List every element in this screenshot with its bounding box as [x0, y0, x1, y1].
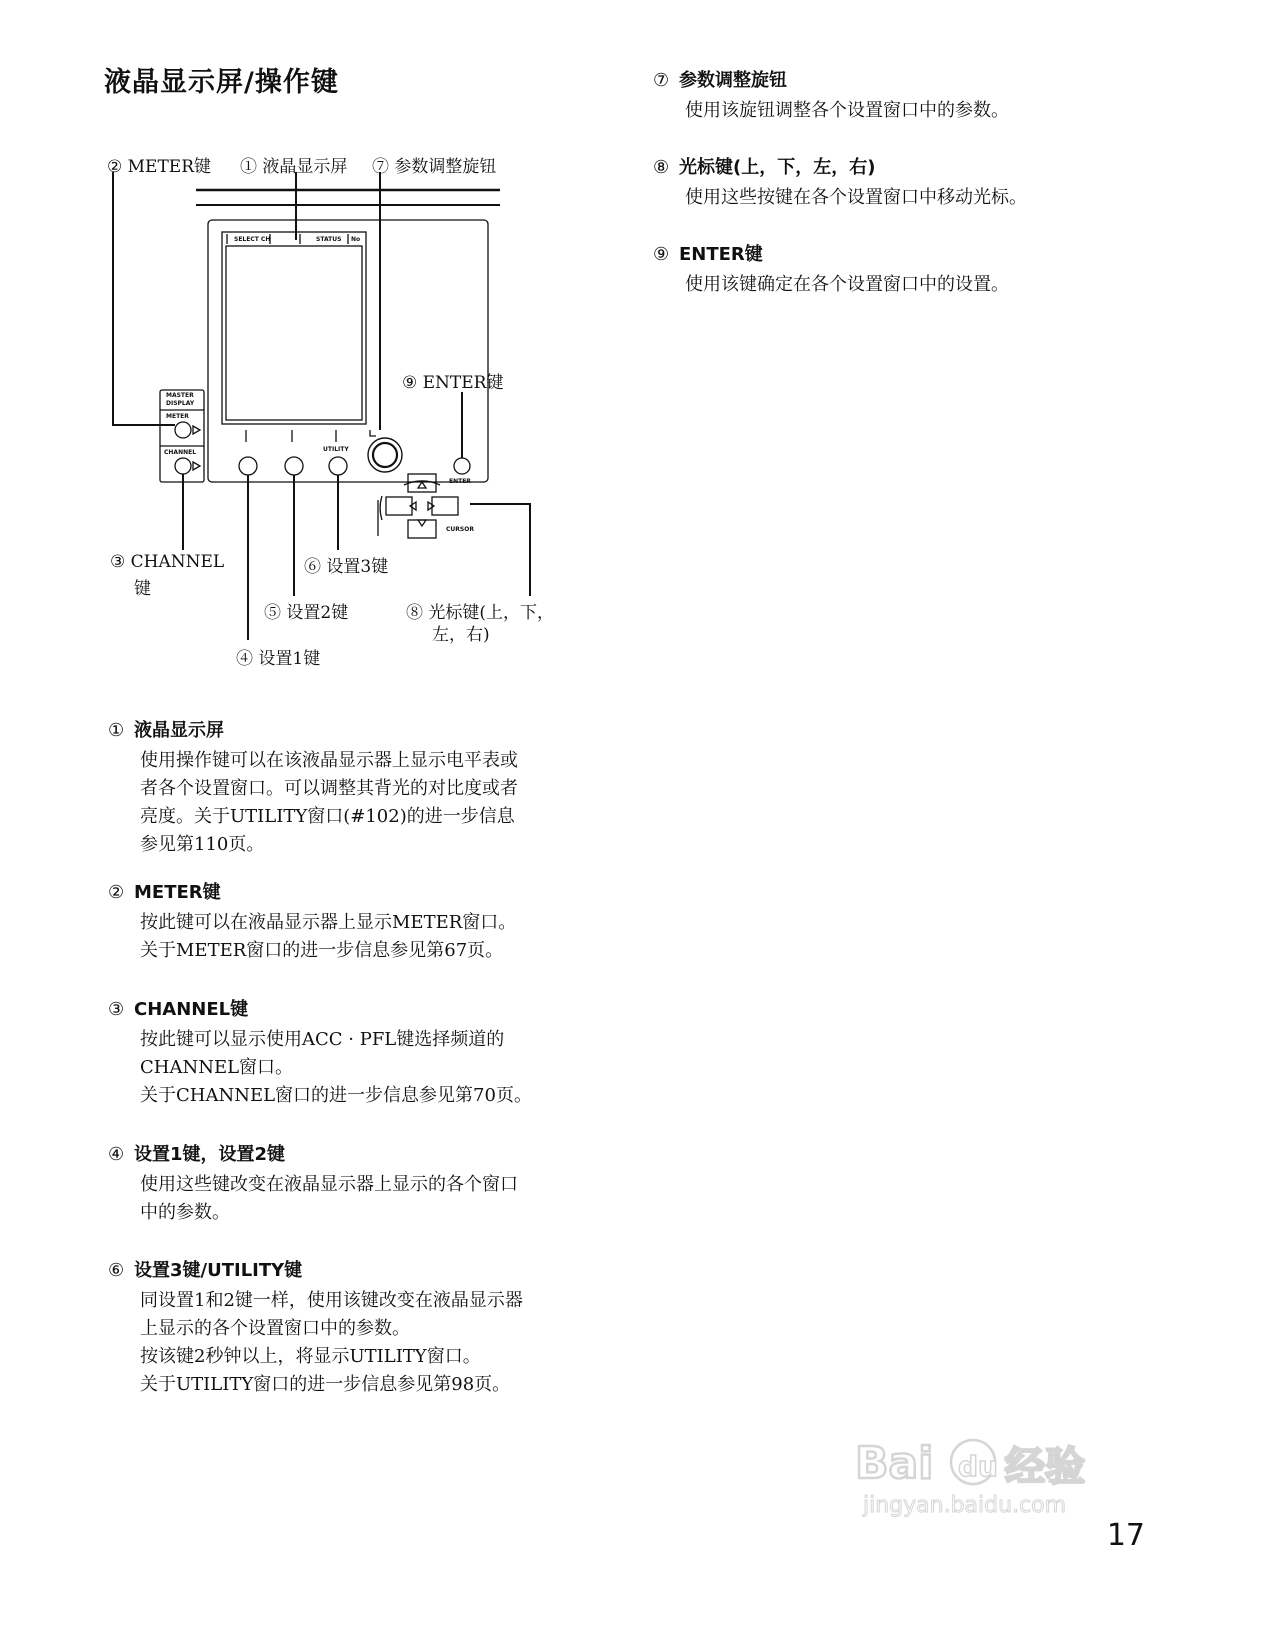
section-knob: [653, 66, 1153, 125]
callout-enter-key: ⑨ ENTER键: [402, 373, 504, 393]
label-channel: CHANNEL: [164, 449, 197, 456]
section-line: 关于METER窗口的进一步信息参见第67页。: [140, 940, 504, 961]
label-meter: METER: [166, 413, 189, 420]
label-status: STATUS: [316, 236, 342, 243]
section-number: ⑧: [653, 157, 670, 178]
section-line: 同设置1和2键一样，使用该键改变在液晶显示器: [140, 1290, 523, 1311]
label-enter: ENTER: [449, 478, 471, 485]
callout-cursor-keys-2: 左，右): [432, 625, 490, 645]
section-line: 关于UTILITY窗口的进一步信息参见第98页。: [140, 1374, 511, 1395]
section-title: METER键: [134, 882, 221, 903]
baidu-watermark: [855, 1420, 1135, 1520]
section-lcd: [108, 716, 608, 859]
callout-meter-key: ② METER键: [107, 157, 212, 177]
callout-channel-key-2: 键: [134, 579, 151, 599]
section-title: 设置1键，设置2键: [134, 1144, 286, 1165]
section-line: 按此键可以显示使用ACC · PFL键选择频道的: [140, 1029, 505, 1050]
section-meter-key: [108, 878, 608, 965]
section-line: 亮度。关于UTILITY窗口(#102)的进一步信息: [140, 806, 515, 827]
section-line: 按该键2秒钟以上，将显示UTILITY窗口。: [140, 1346, 481, 1367]
section-channel-key: [108, 995, 608, 1110]
callout-set2-key: ⑤ 设置2键: [264, 603, 349, 623]
section-line: 者各个设置窗口。可以调整其背光的对比度或者: [140, 778, 518, 799]
label-select-ch: SELECT CH: [234, 236, 271, 243]
watermark-cn: 经验: [1005, 1444, 1085, 1490]
section-line: 使用操作键可以在该液晶显示器上显示电平表或: [140, 750, 518, 771]
section-number: ③: [108, 999, 125, 1020]
section-line: 上显示的各个设置窗口中的参数。: [140, 1318, 410, 1339]
section-title: 液晶显示屏: [134, 720, 224, 741]
section-number: ②: [108, 882, 125, 903]
section-number: ①: [108, 720, 125, 741]
callout-knob: ⑦ 参数调整旋钮: [372, 157, 497, 177]
section-number: ⑥: [108, 1260, 125, 1281]
label-no: No: [351, 236, 361, 243]
page-title: 液晶显示屏/操作键: [104, 67, 339, 98]
label-display: DISPLAY: [166, 400, 195, 407]
label-utility: UTILITY: [323, 446, 349, 453]
section-title: CHANNEL键: [134, 999, 249, 1020]
section-line: 按此键可以在液晶显示器上显示METER窗口。: [140, 912, 517, 933]
watermark-brand-2: du: [958, 1450, 998, 1483]
watermark-brand: Bai: [855, 1438, 934, 1489]
section-enter-key: [653, 240, 1153, 299]
section-title: 设置3键/UTILITY键: [134, 1260, 303, 1281]
section-line: 使用这些键改变在液晶显示器上显示的各个窗口: [140, 1174, 518, 1195]
section-line: 使用该键确定在各个设置窗口中的设置。: [685, 274, 1009, 295]
label-cursor: CURSOR: [446, 526, 474, 533]
section-number: ④: [108, 1144, 125, 1165]
callout-cursor-keys: ⑧ 光标键(上，下，: [406, 603, 555, 623]
callout-set1-key: ④ 设置1键: [236, 649, 321, 669]
page-number: 17: [1106, 1518, 1145, 1553]
section-number: ⑦: [653, 70, 670, 91]
section-line: CHANNEL窗口。: [140, 1057, 294, 1078]
section-set3-key: [108, 1256, 608, 1399]
watermark-url: jingyan.baidu.com: [863, 1493, 1067, 1518]
section-line: 使用这些按键在各个设置窗口中移动光标。: [685, 187, 1027, 208]
section-line: 关于CHANNEL窗口的进一步信息参见第70页。: [140, 1085, 532, 1106]
section-line: 中的参数。: [140, 1202, 230, 1223]
section-number: ⑨: [653, 244, 670, 265]
label-master: MASTER: [166, 392, 194, 399]
callout-channel-key: ③ CHANNEL: [110, 552, 225, 572]
section-cursor-keys: [653, 153, 1153, 212]
section-title: ENTER键: [679, 244, 763, 265]
section-line: 参见第110页。: [140, 834, 265, 855]
section-title: 参数调整旋钮: [679, 70, 787, 91]
callout-lcd: ① 液晶显示屏: [240, 157, 348, 177]
callout-set3-key: ⑥ 设置3键: [304, 557, 389, 577]
section-set12-keys: [108, 1140, 608, 1227]
section-title: 光标键(上，下，左，右): [679, 157, 876, 178]
section-line: 使用该旋钮调整各个设置窗口中的参数。: [685, 100, 1009, 121]
